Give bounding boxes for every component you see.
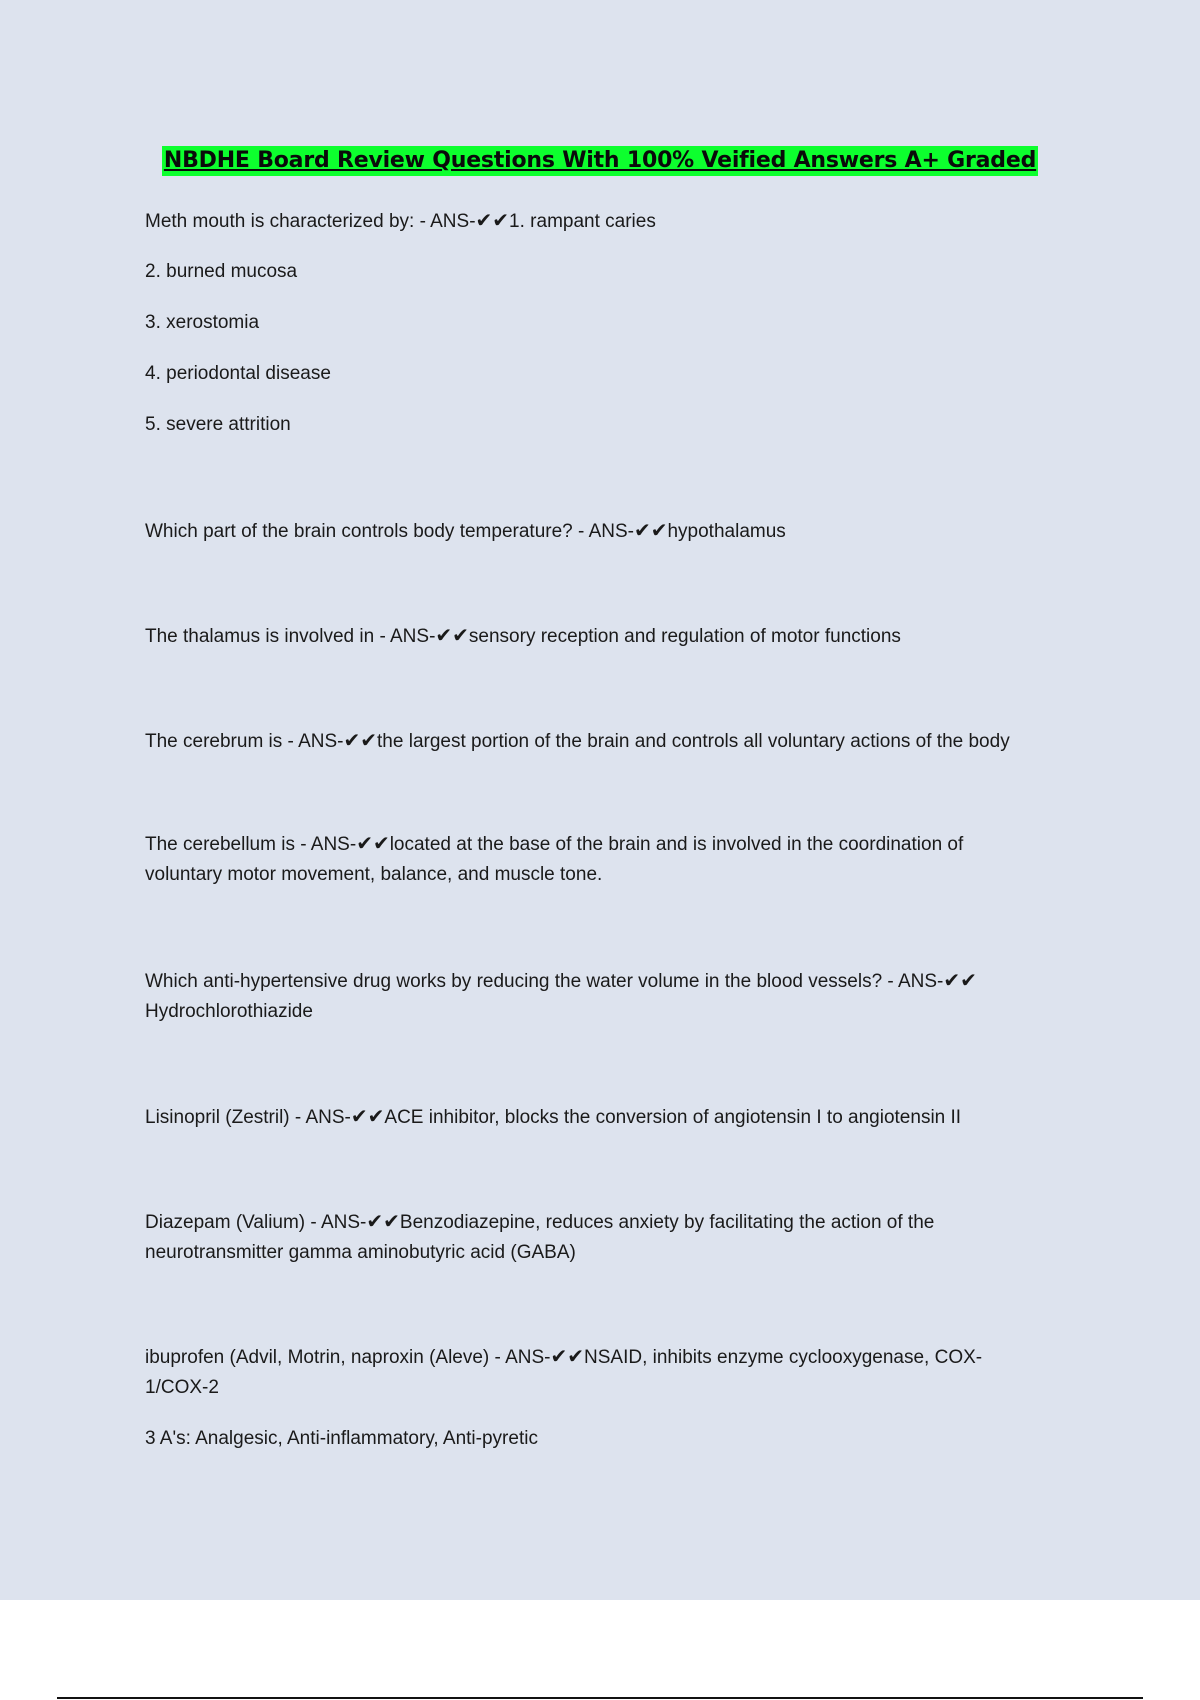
answer-prefix: - ANS- — [289, 1107, 351, 1128]
question-text: The cerebellum is — [145, 834, 295, 855]
footer-divider — [57, 1697, 1143, 1699]
answer-text: Benzodiazepine, reduces anxiety by facilitating the action of the — [399, 1212, 935, 1233]
list-item: 4. periodontal disease — [145, 363, 331, 384]
double-check-icon: ✔✔ — [350, 1104, 385, 1128]
qa-entry-hypothalamus — [145, 514, 1095, 548]
double-check-icon: ✔✔ — [356, 831, 390, 855]
question-text: ibuprofen (Advil, Motrin, naproxin (Aleve) — [145, 1347, 490, 1368]
question-text: The cerebrum is — [145, 731, 283, 752]
list-item: 2. burned mucosa — [145, 261, 298, 282]
question-text: Diazepam (Valium) — [145, 1212, 306, 1233]
list-item: 3. xerostomia — [145, 312, 260, 333]
answer-prefix: - ANS- — [374, 626, 436, 647]
question-text: The thalamus is involved in — [145, 626, 375, 647]
question-text: Which anti-hypertensive drug works by reducing the water volume in the blood vessels? — [145, 971, 883, 992]
answer-text: ACE inhibitor, blocks the conversion of angiotensin I to angiotensin II — [384, 1107, 962, 1128]
answer-prefix: - ANS- — [489, 1347, 551, 1368]
question-text: Meth mouth is characterized by: — [145, 211, 415, 232]
answer-continuation: Hydrochlorothiazide — [145, 1001, 313, 1022]
answer-text: NSAID, inhibits enzyme cyclooxygenase, COX- — [584, 1347, 983, 1368]
document-title: NBDHE Board Review Questions With 100% Veified Answers A+ Graded — [162, 146, 1038, 176]
answer-prefix: - ANS- — [882, 971, 944, 992]
answer-text: 1. rampant caries — [509, 211, 656, 232]
answer-text: sensory reception and regulation of motor functions — [468, 626, 901, 647]
qa-entry-antihypertensive — [145, 964, 1095, 998]
answer-prefix: - ANS- — [572, 521, 634, 542]
double-check-icon: ✔✔ — [943, 968, 977, 992]
qa-entry-cerebellum — [145, 827, 1095, 861]
double-check-icon: ✔✔ — [435, 623, 469, 647]
answer-prefix: - ANS- — [305, 1212, 367, 1233]
list-item: 5. severe attrition — [145, 414, 291, 435]
qa-entry-ibuprofen — [145, 1340, 1095, 1374]
answer-continuation: 1/COX-2 — [145, 1377, 219, 1398]
qa-entry-cerebrum — [145, 724, 1095, 758]
qa-entry-lisinopril — [145, 1100, 1095, 1134]
answer-prefix: - ANS- — [414, 211, 476, 232]
answer-prefix: - ANS- — [282, 731, 344, 752]
title-container — [0, 146, 1200, 176]
qa-entry-meth-mouth — [145, 204, 1095, 238]
double-check-icon: ✔✔ — [343, 728, 378, 752]
question-text: Lisinopril (Zestril) — [145, 1107, 290, 1128]
list-item: 3 A's: Analgesic, Anti-inflammatory, Anti-pyretic — [145, 1428, 538, 1449]
answer-prefix: - ANS- — [294, 834, 357, 855]
double-check-icon: ✔✔ — [633, 518, 668, 542]
qa-entry-diazepam — [145, 1205, 1095, 1239]
answer-text: hypothalamus — [667, 521, 786, 542]
answer-text: the largest portion of the brain and controls all voluntary actions of the body — [377, 731, 1010, 752]
double-check-icon: ✔✔ — [366, 1209, 400, 1233]
answer-continuation: voluntary motor movement, balance, and muscle tone. — [145, 864, 603, 885]
double-check-icon: ✔✔ — [550, 1344, 585, 1368]
answer-continuation: neurotransmitter gamma aminobutyric acid (GABA) — [145, 1242, 576, 1263]
qa-entry-thalamus — [145, 619, 1095, 653]
answer-text: located at the base of the brain and is involved in the coordination of — [389, 834, 964, 855]
question-text: Which part of the brain controls body temperature? — [145, 521, 573, 542]
double-check-icon: ✔✔ — [475, 208, 510, 232]
